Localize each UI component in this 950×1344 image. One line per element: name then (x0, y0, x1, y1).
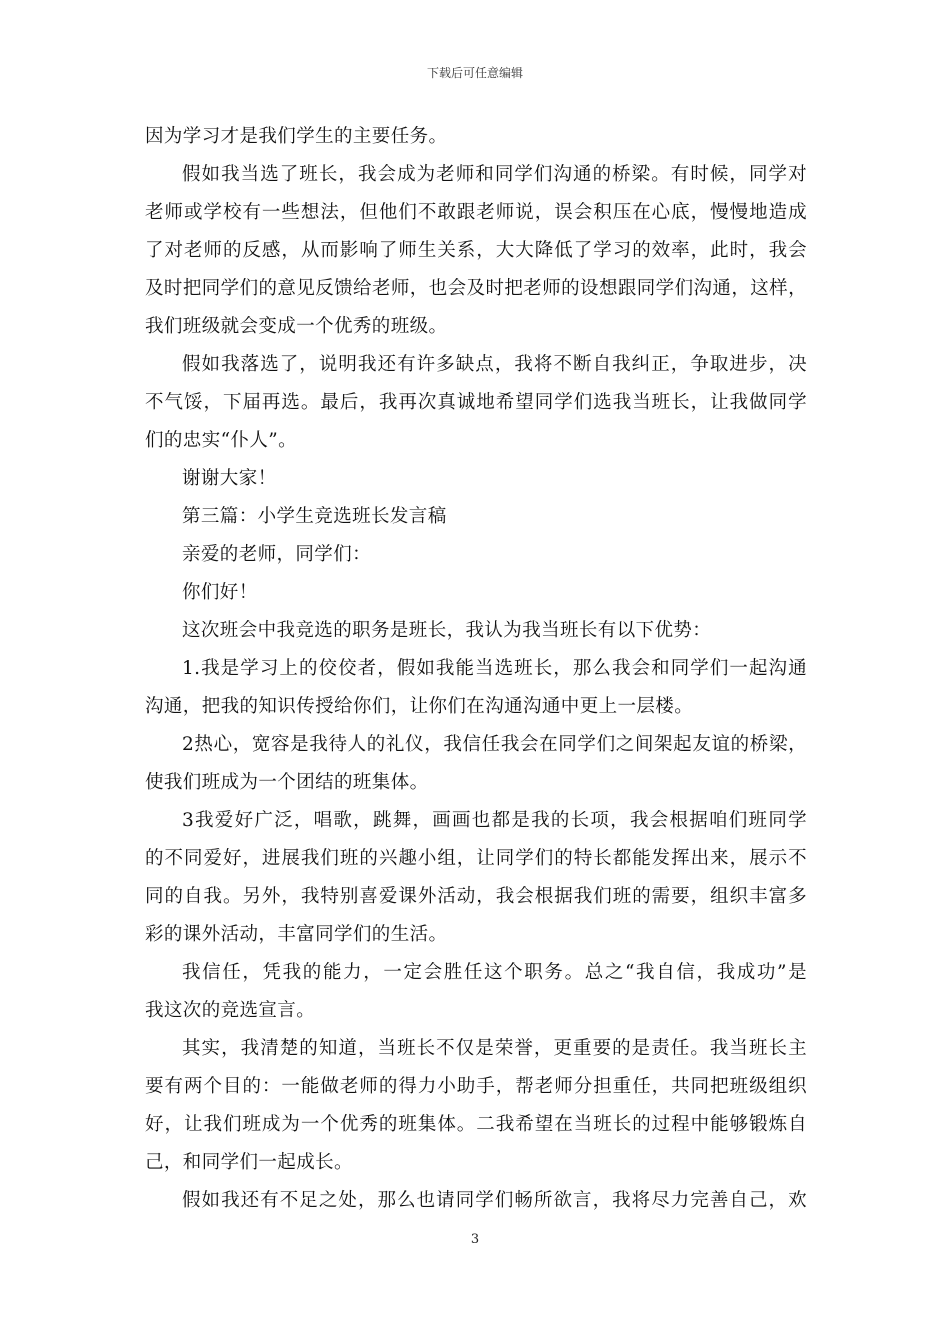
text-line: 假如我还有不足之处，那么也请同学们畅所欲言，我将尽力完善自己，欢 (182, 1190, 807, 1211)
text-line: 3我爱好广泛，唱歌，跳舞，画画也都是我的长项，我会根据咱们班同学 (182, 810, 807, 831)
text-line: 们的忠实“仆人”。 (145, 430, 298, 451)
text-line: 2热心，宽容是我待人的礼仪，我信任我会在同学们之间架起友谊的桥梁， (182, 734, 807, 755)
text-line: 其实，我清楚的知道，当班长不仅是荣誉，更重要的是责任。我当班长主 (182, 1038, 807, 1059)
text-line: 使我们班成为一个团结的班集体。 (145, 772, 429, 793)
text-line: 亲爱的老师，同学们： (182, 544, 372, 565)
text-line: 的不同爱好，进展我们班的兴趣小组，让同学们的特长都能发挥出来，展示不 (145, 848, 807, 869)
text-line: 我信任，凭我的能力，一定会胜任这个职务。总之“我自信，我成功”是 (182, 962, 807, 983)
text-line: 你们好！ (182, 582, 258, 603)
text-line: 我们班级就会变成一个优秀的班级。 (145, 316, 448, 337)
text-line: 假如我落选了，说明我还有许多缺点，我将不断自我纠正，争取进步，决 (182, 354, 807, 375)
page-number: 3 (470, 1232, 480, 1247)
text-line: 假如我当选了班长，我会成为老师和同学们沟通的桥梁。有时候，同学对 (182, 164, 807, 185)
text-line: 彩的课外活动，丰富同学们的生活。 (145, 924, 448, 945)
text-line: 老师或学校有一些想法，但他们不敢跟老师说，误会积压在心底，慢慢地造成 (145, 202, 807, 223)
page-header: 下载后可任意编辑 (426, 66, 523, 80)
text-line: 谢谢大家！ (182, 468, 277, 489)
text-line: 好，让我们班成为一个优秀的班集体。二我希望在当班长的过程中能够锻炼自 (145, 1114, 807, 1135)
text-line: 不气馁，下届再选。最后，我再次真诚地希望同学们选我当班长，让我做同学 (145, 392, 807, 413)
text-line: 同的自我。另外，我特别喜爱课外活动，我会根据我们班的需要，组织丰富多 (145, 886, 807, 907)
text-line: 己，和同学们一起成长。 (145, 1152, 353, 1173)
text-line: 及时把同学们的意见反馈给老师，也会及时把老师的设想跟同学们沟通，这样， (145, 278, 807, 299)
text-line: 1.我是学习上的佼佼者，假如我能当选班长，那么我会和同学们一起沟通 (182, 658, 807, 679)
text-line: 沟通，把我的知识传授给你们，让你们在沟通沟通中更上一层楼。 (145, 696, 694, 717)
text-line: 我这次的竞选宣言。 (145, 1000, 316, 1021)
text-line: 了对老师的反感，从而影响了师生关系，大大降低了学习的效率，此时，我会 (145, 240, 807, 261)
text-line: 因为学习才是我们学生的主要任务。 (145, 126, 448, 147)
text-line: 第三篇：小学生竞选班长发言稿 (182, 506, 447, 527)
text-line: 要有两个目的：一能做老师的得力小助手，帮老师分担重任，共同把班级组织 (145, 1076, 807, 1097)
document-body (145, 118, 807, 1220)
text-line: 这次班会中我竞选的职务是班长，我认为我当班长有以下优势： (182, 620, 712, 641)
